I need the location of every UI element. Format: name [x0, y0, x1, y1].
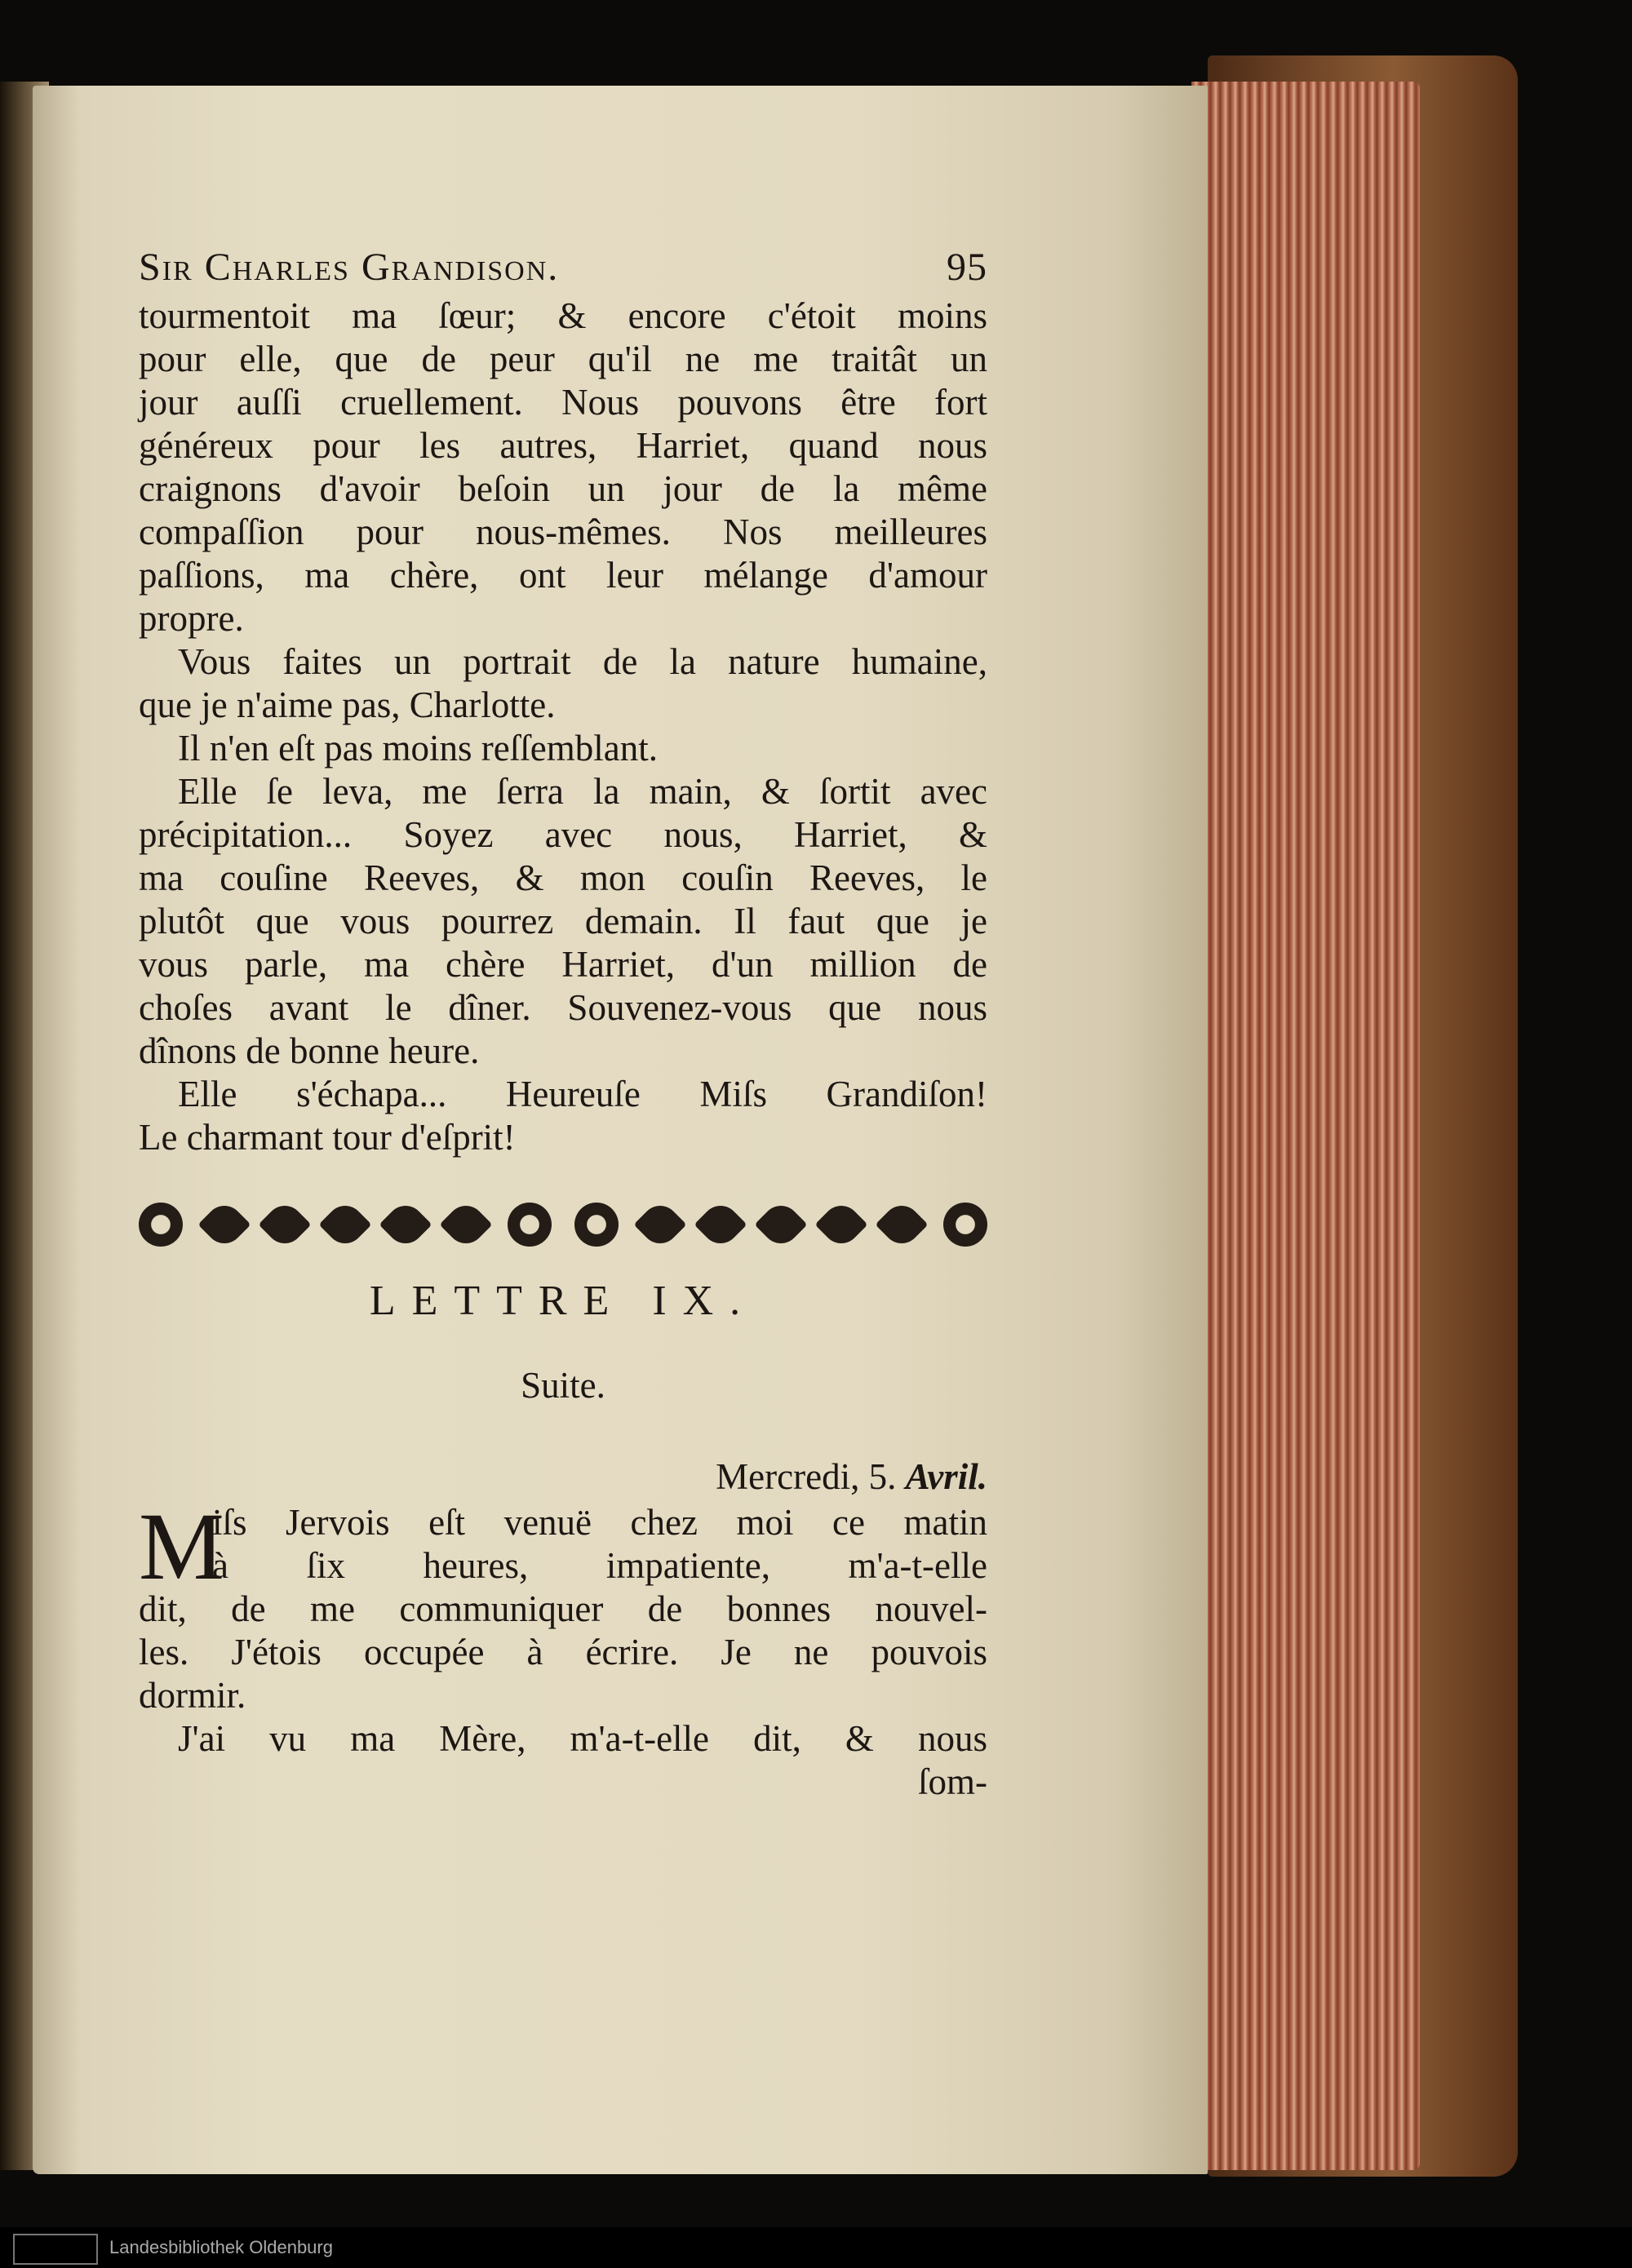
text-line: jour auſſi cruellement. Nous pouvons être fort: [139, 382, 987, 423]
text-line: que je n'aime pas, Charlotte.: [139, 684, 556, 725]
library-name: Landesbibliothek Oldenburg: [109, 2237, 333, 2257]
page-text: [139, 245, 987, 1804]
text-line: Elle ſe leva, me ſerra la main, & ſortit avec: [178, 771, 987, 812]
text-line: propre.: [139, 598, 244, 639]
page-number: 95: [947, 246, 987, 289]
text-line: Elle s'échapa... Heureuſe Miſs Grandiſon!: [178, 1074, 987, 1114]
footer-bar: [0, 2227, 1632, 2268]
ornamental-divider: [139, 1200, 987, 1249]
text-line: à ſix heures, impatiente, m'a-t-elle: [212, 1545, 987, 1586]
text-line: craignons d'avoir beſoin un jour de la même: [139, 468, 987, 509]
text-line: ma couſine Reeves, & mon couſin Reeves, le: [139, 857, 987, 898]
running-header: [139, 245, 987, 290]
dateline-day: Mercredi, 5.: [716, 1456, 897, 1497]
text-line: J'ai vu ma Mère, m'a-t-elle dit, & nous: [178, 1718, 987, 1759]
dateline-month: Avril.: [905, 1456, 987, 1497]
text-line: iſs Jervois eſt venuë chez moi ce matin: [212, 1502, 987, 1543]
text-line: choſes avant le dîner. Souvenez-vous que nous: [139, 987, 987, 1028]
text-line: dînons de bonne heure.: [139, 1030, 480, 1071]
text-line: vous parle, ma chère Harriet, d'un million de: [139, 944, 987, 985]
text-line: paſſions, ma chère, ont leur mélange d'amour: [139, 555, 987, 596]
dateline: [139, 1455, 987, 1498]
letter-heading: LETTRE IX.: [369, 1278, 757, 1324]
catchword: ſom-: [918, 1761, 987, 1802]
drop-cap: M: [139, 1493, 224, 1600]
page-edges: [1191, 82, 1420, 2170]
text-line: Il n'en eſt pas moins reſſemblant.: [178, 728, 658, 769]
text-line: Le charmant tour d'eſprit!: [139, 1117, 516, 1158]
text-line: les. J'étois occupée à écrire. Je ne pouvois: [139, 1632, 987, 1672]
text-line: compaſſion pour nous-mêmes. Nos meilleures: [139, 512, 987, 552]
text-line: dit, de me communiquer de bonnes nouvel-: [139, 1588, 987, 1629]
library-logo-icon: [13, 2234, 98, 2265]
text-line: généreux pour les autres, Harriet, quand nous: [139, 425, 987, 466]
text-line: Vous faites un portrait de la nature humaine,: [178, 641, 987, 682]
text-line: plutôt que vous pourrez demain. Il faut que je: [139, 901, 987, 941]
text-line: tourmentoit ma ſœur; & encore c'étoit moins: [139, 295, 987, 336]
text-line: dormir.: [139, 1675, 246, 1716]
letter-opening: [139, 1493, 987, 1600]
text-line: pour elle, que de peur qu'il ne me traitât un: [139, 339, 987, 379]
text-line: précipitation... Soyez avec nous, Harriet, &: [139, 814, 987, 855]
letter-subheading: Suite.: [521, 1365, 605, 1406]
running-title: Sir Charles Grandison.: [139, 246, 560, 289]
